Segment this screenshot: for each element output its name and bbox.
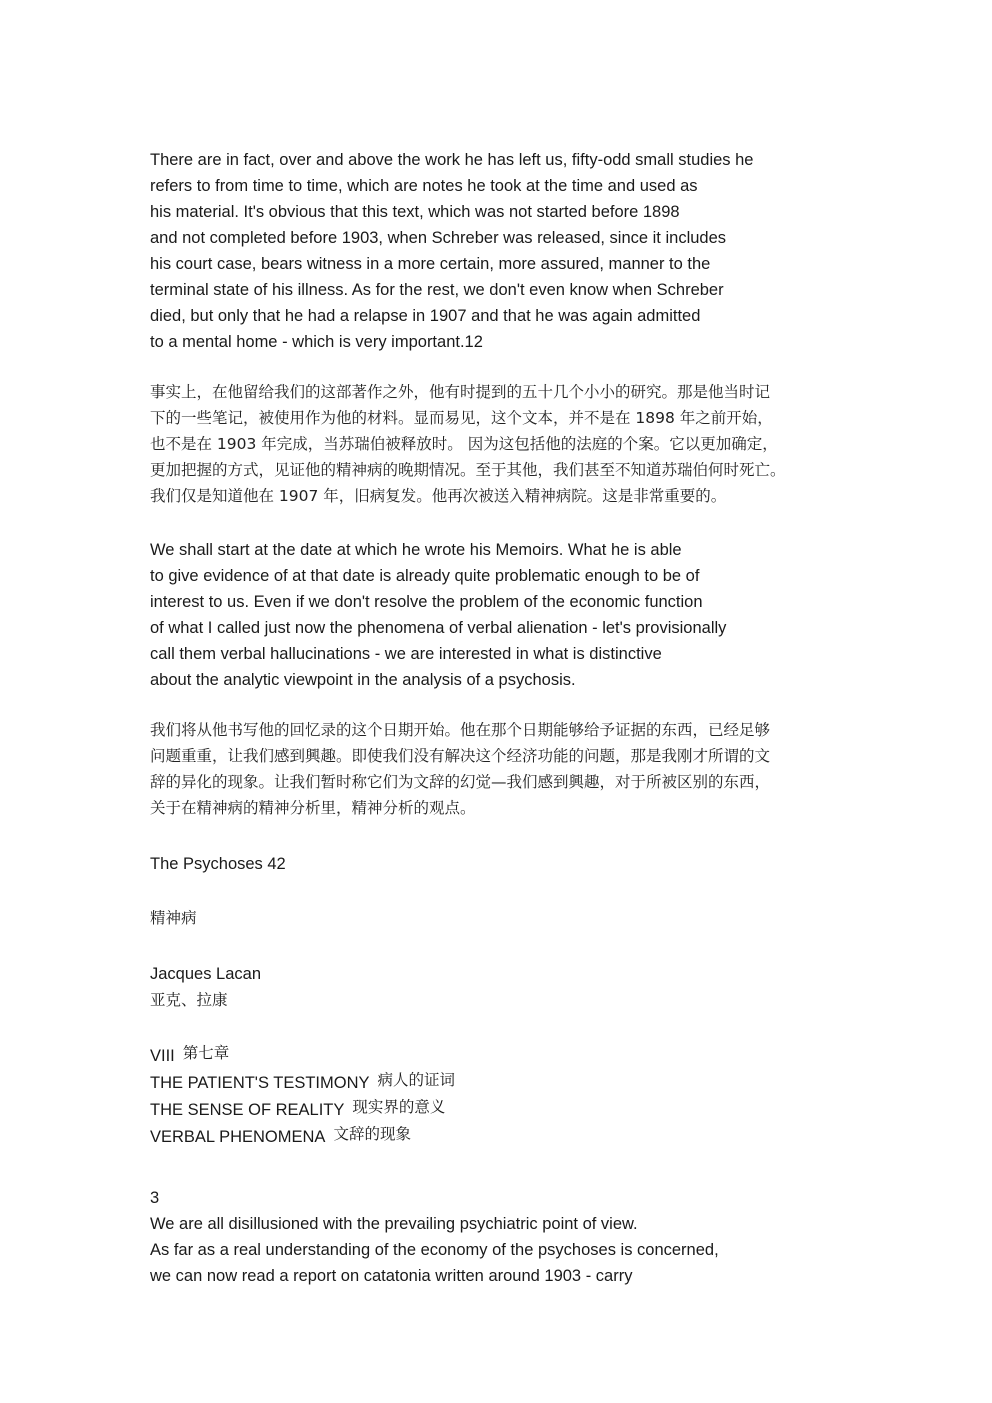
text-line: 更加把握的方式，见证他的精神病的晚期情况。至于其他，我们甚至不知道苏瑞伯何时死亡。 (150, 461, 786, 479)
text-line: to a mental home - which is very important.12 (150, 333, 483, 351)
chapter-subtitle-row (150, 1097, 850, 1124)
book-title-chinese: 精神病 (150, 909, 197, 927)
text-line: terminal state of his illness. As for the rest, we don't even know when Schreber (150, 281, 724, 299)
chapter-heading (150, 1043, 850, 1151)
text-line: and not completed before 1903, when Schreber was released, since it includes (150, 229, 727, 247)
text-line: his court case, bears witness in a more certain, more assured, manner to the (150, 255, 711, 273)
chapter-subtitle-chinese: 病人的证词 (377, 1071, 456, 1089)
text-line: 事实上，在他留给我们的这部著作之外，他有时提到的五十几个小小的研究。那是他当时记 (150, 383, 771, 401)
text-line: 问题重重，让我们感到興趣。即使我们没有解决这个经济功能的问题，那是我刚才所谓的文 (150, 747, 771, 765)
paragraph-chinese-2 (150, 717, 850, 821)
text-line: 我们仅是知道他在 1907 年，旧病复发。他再次被送入精神病院。这是非常重要的。 (150, 487, 727, 505)
chapter-subtitle-row (150, 1070, 850, 1097)
text-line: 辞的异化的现象。让我们暂时称它们为文辞的幻觉—我们感到興趣，对于所被区别的东西， (150, 773, 771, 791)
text-line: interest to us. Even if we don't resolve the problem of the economic function (150, 593, 703, 611)
text-line: we can now read a report on catatonia written around 1903 - carry (150, 1267, 633, 1285)
paragraph-chinese-1 (150, 379, 850, 509)
author-chinese: 亚克、拉康 (150, 991, 228, 1009)
chapter-subtitle-chinese: 文辞的现象 (333, 1125, 411, 1143)
chapter-subtitle: THE PATIENT'S TESTIMONY (150, 1074, 370, 1092)
paragraph-english-2 (150, 537, 850, 693)
text-line: died, but only that he had a relapse in 1907 and that he was again admitted (150, 307, 701, 325)
text-line: 关于在精神病的精神分析里，精神分析的观点。 (150, 799, 476, 817)
text-line: refers to from time to time, which are notes he took at the time and used as (150, 177, 698, 195)
section-body (150, 1185, 850, 1289)
text-line: to give evidence of at that date is already quite problematic enough to be of (150, 567, 700, 585)
text-line: As far as a real understanding of the economy of the psychoses is concerned, (150, 1241, 719, 1259)
chapter-subtitle-chinese: 现实界的意义 (352, 1098, 446, 1116)
chapter-number-chinese: 第七章 (182, 1044, 230, 1062)
book-title-english: The Psychoses 42 (150, 855, 286, 873)
text-line: 我们将从他书写他的回忆录的这个日期开始。他在那个日期能够给予证据的东西，已经足够 (150, 721, 771, 739)
text-line: about the analytic viewpoint in the analysis of a psychosis. (150, 671, 576, 689)
section-number: 3 (150, 1189, 160, 1207)
text-line: 也不是在 1903 年完成，当苏瑞伯被释放时。 因为这包括他的法庭的个案。它以更加确定， (150, 435, 778, 453)
text-line: call them verbal hallucinations - we are interested in what is distinctive (150, 645, 662, 663)
chapter-subtitle-row (150, 1124, 850, 1151)
text-line: We are all disillusioned with the prevailing psychiatric point of view. (150, 1215, 638, 1233)
text-line: There are in fact, over and above the work he has left us, fifty-odd small studies he (150, 151, 754, 169)
paragraph-english-1 (150, 147, 850, 355)
chapter-subtitle: VERBAL PHENOMENA (150, 1128, 326, 1146)
chapter-number-row (150, 1043, 850, 1070)
document-page (150, 147, 850, 1289)
author-english: Jacques Lacan (150, 965, 261, 983)
chapter-subtitle: THE SENSE OF REALITY (150, 1101, 345, 1119)
chapter-number: VIII (150, 1047, 175, 1065)
text-line: of what I called just now the phenomena of verbal alienation - let's provisionally (150, 619, 727, 637)
text-line: 下的一些笔记，被使用作为他的材料。显而易见，这个文本，并不是在 1898 年之前开始， (150, 409, 773, 427)
text-line: his material. It's obvious that this text, which was not started before 1898 (150, 203, 680, 221)
text-line: We shall start at the date at which he wrote his Memoirs. What he is able (150, 541, 682, 559)
